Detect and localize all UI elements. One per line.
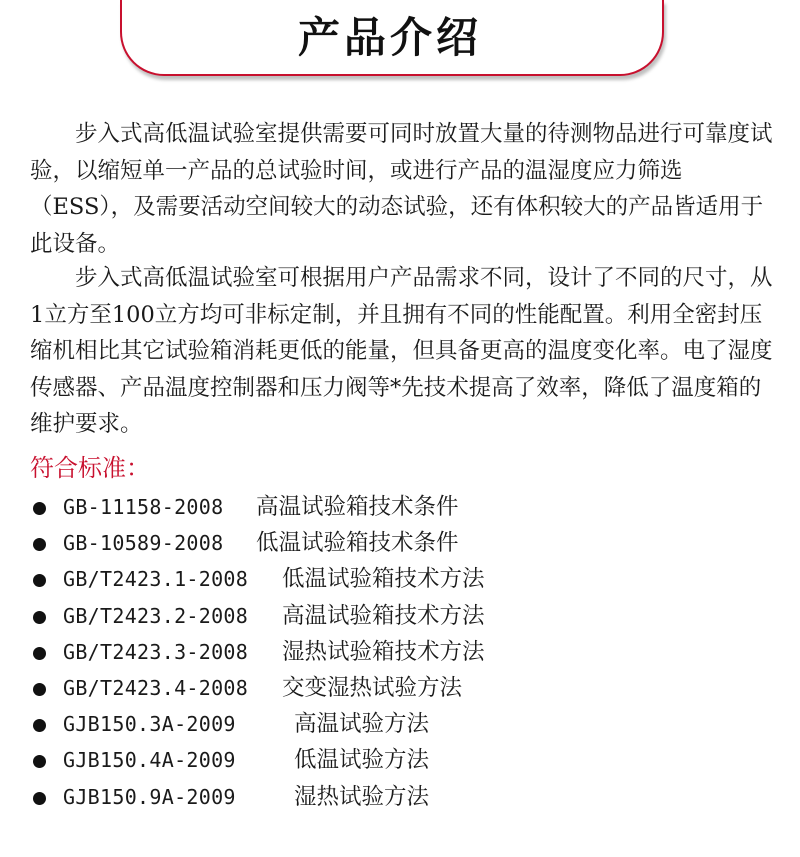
standard-title: 湿热试验箱技术方法	[282, 638, 485, 665]
standard-title: 高温试验方法	[294, 711, 430, 738]
standard-code: GJB150.3A-2009	[63, 712, 236, 737]
standard-title: 低温试验箱技术方法	[282, 566, 485, 593]
bullet-icon	[33, 719, 46, 732]
bullet-icon	[33, 538, 46, 551]
bullet-icon	[33, 611, 46, 624]
standard-title: 高温试验箱技术方法	[282, 602, 485, 629]
standard-code: GB/T2423.4-2008	[63, 675, 249, 700]
bullet-icon	[33, 755, 46, 768]
page-title: 产品介绍	[297, 13, 482, 62]
bullet-icon	[33, 683, 46, 696]
section-header	[120, 0, 664, 80]
standard-code: GB/T2423.2-2008	[63, 603, 249, 628]
bullet-icon	[33, 502, 46, 515]
standard-code: GB/T2423.3-2008	[63, 639, 249, 664]
bullet-icon	[33, 574, 46, 587]
intro-paragraph-1: 步入式高低温试验室提供需要可同时放置大量的待测物品进行可靠度试验，以缩短单一产品的总试验时间，或进行产品的温湿度应力筛选（ESS），及需要活动空间较大的动态试验，还有体积较大的产品皆适用于此设备。	[30, 121, 773, 257]
standard-title: 低温试验方法	[294, 747, 430, 774]
standard-code: GB/T2423.1-2008	[63, 567, 249, 592]
standard-code: GJB150.4A-2009	[63, 748, 236, 773]
standard-title: 低温试验箱技术条件	[256, 530, 459, 557]
standard-code: GB-11158-2008	[63, 495, 224, 519]
standards-heading: 符合标准：	[30, 454, 150, 482]
bullet-icon	[33, 792, 46, 805]
standard-code: GB-10589-2008	[63, 531, 224, 556]
standard-title: 高温试验箱技术条件	[256, 494, 459, 520]
intro-paragraph-2: 步入式高低温试验室可根据用户产品需求不同，设计了不同的尺寸，从1立方至100立方均可非标定制，并且拥有不同的性能配置。利用全密封压缩机相比其它试验箱消耗更低的能量，但具备更高的温度变化率。电了湿度传感器、产品温度控制器和压力阀等*先技术提高了效率，降低了温度箱的维护要求。	[30, 265, 773, 437]
standard-title: 湿热试验方法	[294, 783, 430, 810]
bullet-icon	[33, 647, 46, 660]
standard-code: GJB150.9A-2009	[63, 784, 236, 809]
standard-title: 交变湿热试验方法	[282, 674, 463, 701]
